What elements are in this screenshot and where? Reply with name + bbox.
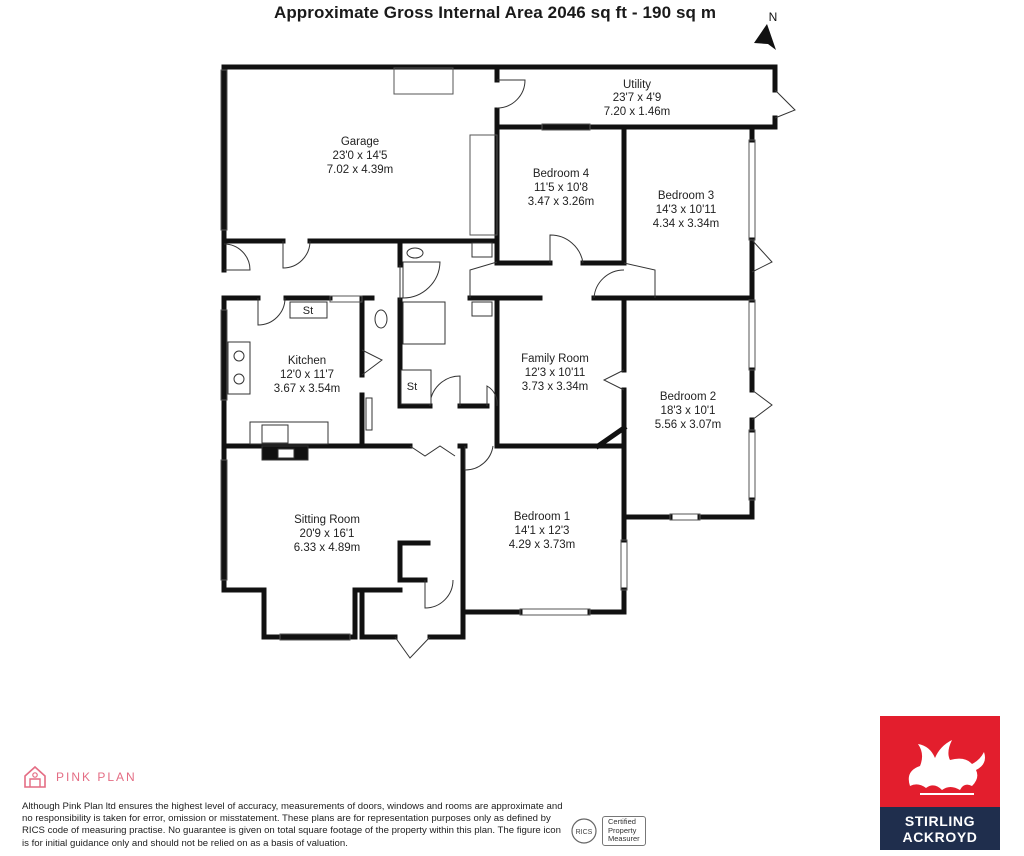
basin-1 [472,243,492,257]
stirling-ackroyd-logo [880,716,1000,850]
room-dims-metric: 3.47 x 3.26m [527,196,595,208]
pink-plan-house-icon [22,764,48,790]
room-dims-imperial: 23'0 x 14'5 [332,150,388,162]
room-dims-metric: 5.56 x 3.07m [654,419,722,431]
room-name: Bedroom 1 [513,511,571,523]
room-name: Garage [340,136,380,148]
north-arrow [754,10,777,50]
radiator [366,398,372,430]
room-dims-imperial: 14'3 x 10'11 [655,204,717,216]
room-bedroom-3 [653,190,719,230]
brand-emblem [880,716,1000,807]
kitchen-sink [228,342,250,394]
pink-plan-name: PINK PLAN [56,770,137,784]
sink-bowl-1 [234,351,244,361]
rics-text: RICS [575,828,593,836]
wc-1 [375,310,387,328]
room-name: Family Room [521,353,589,365]
room-dims-metric: 4.34 x 3.34m [652,218,720,230]
brand-wordmark [880,807,1000,850]
basin-2 [472,302,492,316]
room-dims-metric: 3.67 x 3.54m [273,383,341,395]
north-label: N [768,10,778,24]
room-dims-metric: 7.20 x 1.46m [603,106,671,118]
room-bedroom-2 [655,391,721,431]
plan-title: Approximate Gross Internal Area 2046 sq ft - 190 sq m [273,3,717,22]
room-garage [327,136,393,176]
rics-logo-icon [570,817,598,845]
storage-label: St [302,305,314,317]
sink-bowl-2 [234,374,244,384]
hob [262,425,288,443]
room-kitchen [274,355,340,395]
rics-cert-line: Certified [608,817,636,826]
room-dims-imperial: 11'5 x 10'8 [533,182,589,194]
room-dims-imperial: 12'0 x 11'7 [279,369,335,381]
room-dims-metric: 3.73 x 3.34m [521,381,589,393]
brand-line-1: STIRLING [904,812,976,829]
shower [403,262,440,298]
room-dims-metric: 7.02 x 4.39m [326,164,394,176]
storage-label: St [406,381,418,393]
room-bedroom-1 [509,511,575,551]
room-name: Sitting Room [294,514,360,526]
room-dims-imperial: 12'3 x 10'11 [524,367,586,379]
room-name: Bedroom 2 [659,391,717,403]
rics-cert-line: Property [608,825,637,835]
rics-badge [570,816,646,846]
wc-2 [407,248,423,258]
griffin-icon [880,716,1000,807]
room-family-room [521,353,589,393]
room-dims-imperial: 14'1 x 12'3 [514,525,570,537]
room-bedroom-4 [528,168,594,208]
rics-cert-line: Measurer [608,834,640,843]
room-dims-imperial: 20'9 x 16'1 [299,528,355,540]
corner-bath [403,302,445,344]
pink-plan-logo [22,762,137,792]
room-dims-metric: 4.29 x 3.73m [508,539,576,551]
fireplace-hearth [278,449,294,458]
room-dims-imperial: 23'7 x 4'9 [612,92,662,104]
room-sitting-room [294,514,360,554]
disclaimer-text: Although Pink Plan ltd ensures the highest level of accuracy, measurements of doors, windows and rooms are approximate and no responsibility is taken for error, omission or misstatement. These plans are for representation purposes only as defined by RICS code of measuring practise. No guarantee is given on total square footage of the property within this plan. The figure icon is for initial guidance only and should not be relied on as a basis of valuation. [22,801,563,849]
room-dims-imperial: 18'3 x 10'1 [660,405,716,417]
brand-line-2: ACKROYD [902,828,978,845]
windows [221,68,755,640]
room-name: Bedroom 3 [657,190,715,202]
room-name: Bedroom 4 [532,168,590,180]
rics-certified-box [602,816,646,846]
north-arrow-icon [754,24,776,50]
room-name: Utility [622,79,652,91]
room-dims-metric: 6.33 x 4.89m [293,542,361,554]
room-name: Kitchen [287,355,327,367]
room-utility [604,79,670,118]
